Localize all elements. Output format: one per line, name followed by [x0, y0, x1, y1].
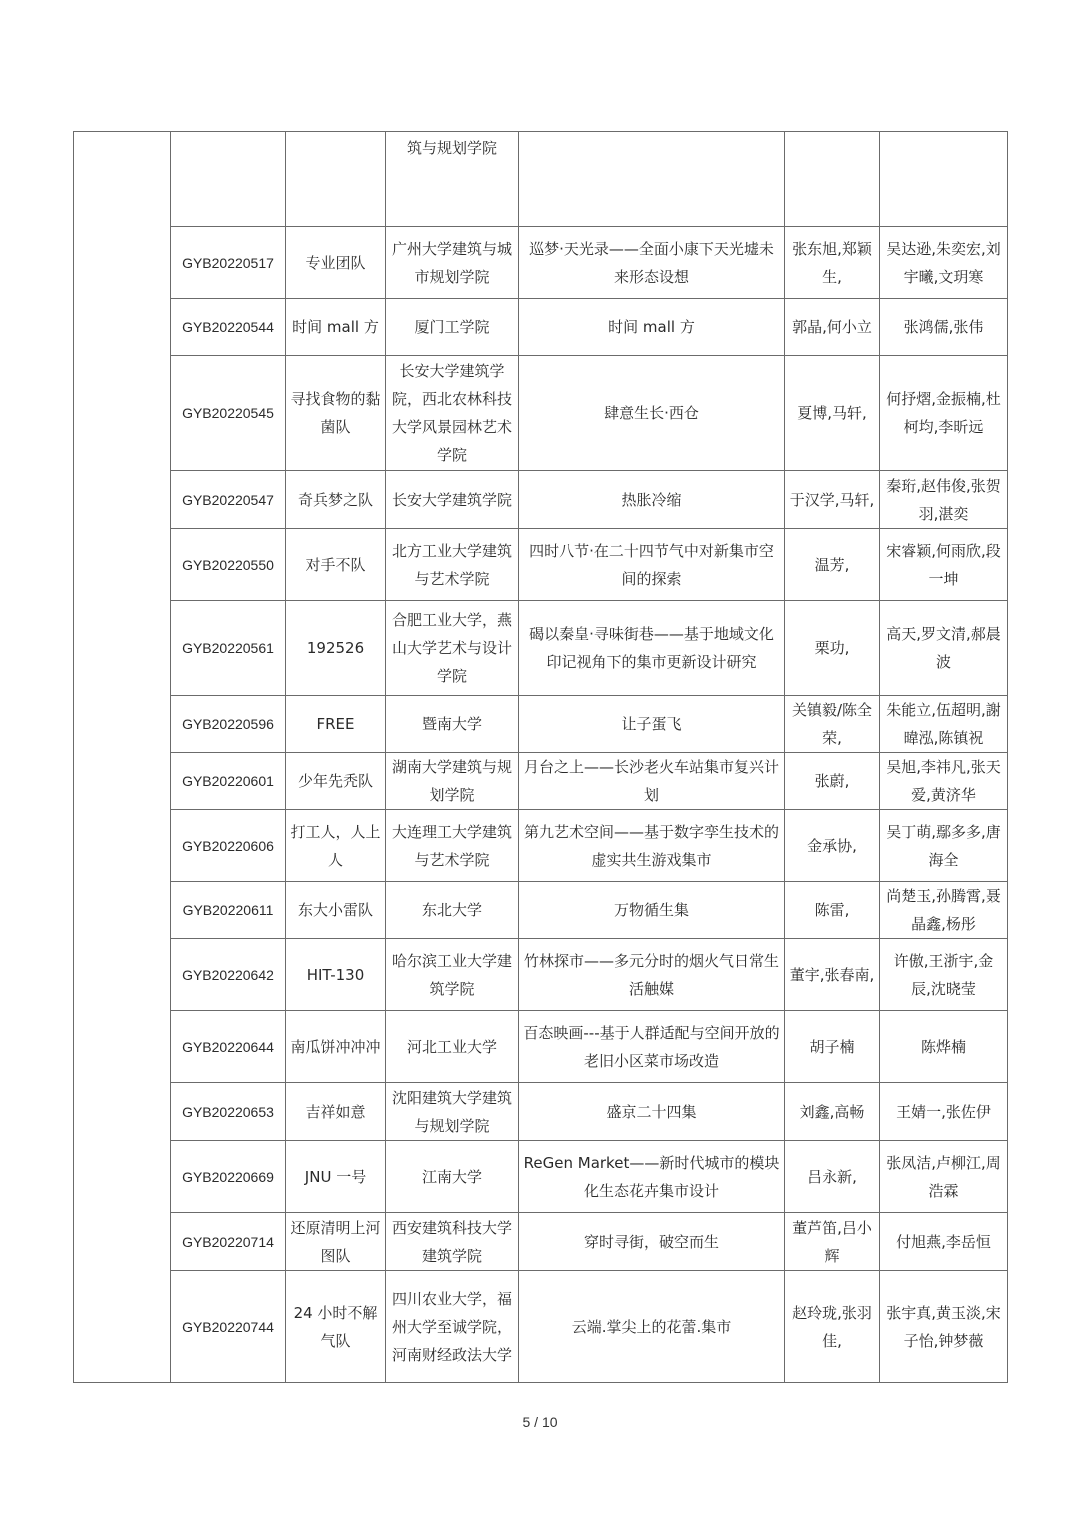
work-title-cell: 第九艺术空间——基于数字孪生技术的虚实共生游戏集市: [519, 810, 785, 882]
advisors-cell: 吴达逊,朱奕宏,刘宇曦,文玥寒: [880, 227, 1008, 299]
advisors-cell: 吴丁萌,鄢多多,唐海全: [880, 810, 1008, 882]
members-cell: 栗功,: [785, 601, 880, 696]
table-row: [74, 471, 1008, 529]
members-cell: 赵玲珑,张羽佳,: [785, 1271, 880, 1383]
table-row: [74, 1213, 1008, 1271]
members-cell: 胡子楠: [785, 1011, 880, 1083]
team-name-cell: 东大小雷队: [286, 882, 386, 939]
school-cell: 广州大学建筑与城市规划学院: [386, 227, 519, 299]
entry-code-cell: GYB20220544: [171, 299, 286, 356]
advisors-cell: 宋睿颖,何雨欣,段一坤: [880, 529, 1008, 601]
entry-code-cell: GYB20220642: [171, 939, 286, 1011]
members-cell: 刘鑫,高畅: [785, 1083, 880, 1141]
table-row: [74, 1141, 1008, 1213]
school-cell: 沈阳建筑大学建筑与规划学院: [386, 1083, 519, 1141]
members-cell: 张蔚,: [785, 753, 880, 810]
advisors-cell: 陈烨楠: [880, 1011, 1008, 1083]
work-title-cell: 万物循生集: [519, 882, 785, 939]
team-name-cell: HIT-130: [286, 939, 386, 1011]
school-cell: 长安大学建筑学院: [386, 471, 519, 529]
work-title-cell: 热胀冷缩: [519, 471, 785, 529]
school-cell: 暨南大学: [386, 696, 519, 753]
entry-code-cell: GYB20220547: [171, 471, 286, 529]
work-title-cell: 肆意生长·西仓: [519, 356, 785, 471]
entry-code-cell: GYB20220653: [171, 1083, 286, 1141]
advisors-cell: 吴旭,李祎凡,张天爱,黄济华: [880, 753, 1008, 810]
team-name-cell: 打工人，人上人: [286, 810, 386, 882]
school-cell: 四川农业大学，福州大学至诚学院，河南财经政法大学: [386, 1271, 519, 1383]
advisors-cell: 张宇真,黄玉淡,宋子怡,钟梦薇: [880, 1271, 1008, 1383]
school-cell: 厦门工学院: [386, 299, 519, 356]
work-title-cell: 竹林探市——多元分时的烟火气日常生活触媒: [519, 939, 785, 1011]
members-cell: 于汉学,马轩,: [785, 471, 880, 529]
entry-code-cell: GYB20220669: [171, 1141, 286, 1213]
work-title-cell: 云端.掌尖上的花蕾.集市: [519, 1271, 785, 1383]
members-cell: [785, 132, 880, 227]
members-cell: 金承协,: [785, 810, 880, 882]
entry-code-cell: GYB20220550: [171, 529, 286, 601]
work-title-cell: 碣以秦皇·寻味街巷——基于地域文化印记视角下的集市更新设计研究: [519, 601, 785, 696]
advisors-cell: 秦珩,赵伟俊,张贺羽,湛奕: [880, 471, 1008, 529]
members-cell: 关镇毅/陈全荣,: [785, 696, 880, 753]
table-row: [74, 696, 1008, 753]
work-title-cell: 巡梦·天光录——全面小康下天光墟未来形态设想: [519, 227, 785, 299]
work-title-cell: [519, 132, 785, 227]
work-title-cell: ReGen Market——新时代城市的模块化生态花卉集市设计: [519, 1141, 785, 1213]
advisors-cell: 尚楚玉,孙腾霄,聂晶鑫,杨彤: [880, 882, 1008, 939]
entry-code-cell: GYB20220714: [171, 1213, 286, 1271]
table-row: [74, 939, 1008, 1011]
school-cell: 大连理工大学建筑与艺术学院: [386, 810, 519, 882]
members-cell: 吕永新,: [785, 1141, 880, 1213]
members-cell: 夏博,马轩,: [785, 356, 880, 471]
entry-code-cell: GYB20220644: [171, 1011, 286, 1083]
table-row: [74, 227, 1008, 299]
advisors-cell: 许傲,王浙宇,金辰,沈晓莹: [880, 939, 1008, 1011]
team-name-cell: 寻找食物的黏菌队: [286, 356, 386, 471]
team-name-cell: 时间 mall 方: [286, 299, 386, 356]
members-cell: 郭晶,何小立: [785, 299, 880, 356]
entry-code-cell: GYB20220606: [171, 810, 286, 882]
team-name-cell: FREE: [286, 696, 386, 753]
table-row: [74, 1083, 1008, 1141]
work-title-cell: 百态映画---基于人群适配与空间开放的老旧小区菜市场改造: [519, 1011, 785, 1083]
members-cell: 董宇,张春南,: [785, 939, 880, 1011]
results-table: [73, 131, 1008, 1383]
advisors-cell: 张鸿儒,张伟: [880, 299, 1008, 356]
school-cell: 哈尔滨工业大学建筑学院: [386, 939, 519, 1011]
school-cell: 合肥工业大学，燕山大学艺术与设计学院: [386, 601, 519, 696]
advisors-cell: 张凤洁,卢柳江,周浩霖: [880, 1141, 1008, 1213]
entry-code-cell: [171, 132, 286, 227]
school-cell: 河北工业大学: [386, 1011, 519, 1083]
table-row: [74, 1271, 1008, 1383]
members-cell: 温芳,: [785, 529, 880, 601]
work-title-cell: 让子蛋飞: [519, 696, 785, 753]
entry-code-cell: GYB20220545: [171, 356, 286, 471]
table-row: [74, 132, 1008, 227]
team-name-cell: JNU 一号: [286, 1141, 386, 1213]
school-cell: 长安大学建筑学院，西北农林科技大学风景园林艺术学院: [386, 356, 519, 471]
team-name-cell: 奇兵梦之队: [286, 471, 386, 529]
page-number: 5 / 10: [522, 1414, 558, 1430]
entry-code-cell: GYB20220517: [171, 227, 286, 299]
team-name-cell: 南瓜饼冲冲冲: [286, 1011, 386, 1083]
school-cell: 西安建筑科技大学建筑学院: [386, 1213, 519, 1271]
work-title-cell: 月台之上——长沙老火车站集市复兴计划: [519, 753, 785, 810]
team-name-cell: 对手不队: [286, 529, 386, 601]
work-title-cell: 盛京二十四集: [519, 1083, 785, 1141]
team-name-cell: 192526: [286, 601, 386, 696]
table-row: [74, 1011, 1008, 1083]
table-row: [74, 753, 1008, 810]
members-cell: 张东旭,郑颖生,: [785, 227, 880, 299]
advisors-cell: 王婧一,张佐伊: [880, 1083, 1008, 1141]
table-row: [74, 810, 1008, 882]
work-title-cell: 穿时寻街，破空而生: [519, 1213, 785, 1271]
team-name-cell: [286, 132, 386, 227]
school-cell: 筑与规划学院: [386, 132, 519, 227]
members-cell: 董芦笛,吕小辉: [785, 1213, 880, 1271]
table-row: [74, 529, 1008, 601]
school-cell: 江南大学: [386, 1141, 519, 1213]
advisors-cell: 高天,罗文清,郝晨波: [880, 601, 1008, 696]
advisors-cell: [880, 132, 1008, 227]
entry-code-cell: GYB20220601: [171, 753, 286, 810]
team-name-cell: 吉祥如意: [286, 1083, 386, 1141]
entry-code-cell: GYB20220596: [171, 696, 286, 753]
entry-code-cell: GYB20220744: [171, 1271, 286, 1383]
school-cell: 东北大学: [386, 882, 519, 939]
school-cell: 湖南大学建筑与规划学院: [386, 753, 519, 810]
entry-code-cell: GYB20220561: [171, 601, 286, 696]
advisors-cell: 付旭燕,李岳恒: [880, 1213, 1008, 1271]
advisors-cell: 朱能立,伍超明,謝暐泓,陈镇祝: [880, 696, 1008, 753]
table-row: [74, 299, 1008, 356]
table-row: [74, 601, 1008, 696]
members-cell: 陈雷,: [785, 882, 880, 939]
table-row: [74, 882, 1008, 939]
work-title-cell: 时间 mall 方: [519, 299, 785, 356]
school-cell: 北方工业大学建筑与艺术学院: [386, 529, 519, 601]
advisors-cell: 何抒熠,金振楠,杜柯均,李昕远: [880, 356, 1008, 471]
team-name-cell: 还原清明上河图队: [286, 1213, 386, 1271]
team-name-cell: 少年先秃队: [286, 753, 386, 810]
table-body: [74, 132, 1008, 1383]
category-column-cell: [74, 132, 171, 1383]
work-title-cell: 四时八节·在二十四节气中对新集市空间的探索: [519, 529, 785, 601]
team-name-cell: 24 小时不解气队: [286, 1271, 386, 1383]
team-name-cell: 专业团队: [286, 227, 386, 299]
entry-code-cell: GYB20220611: [171, 882, 286, 939]
table-row: [74, 356, 1008, 471]
